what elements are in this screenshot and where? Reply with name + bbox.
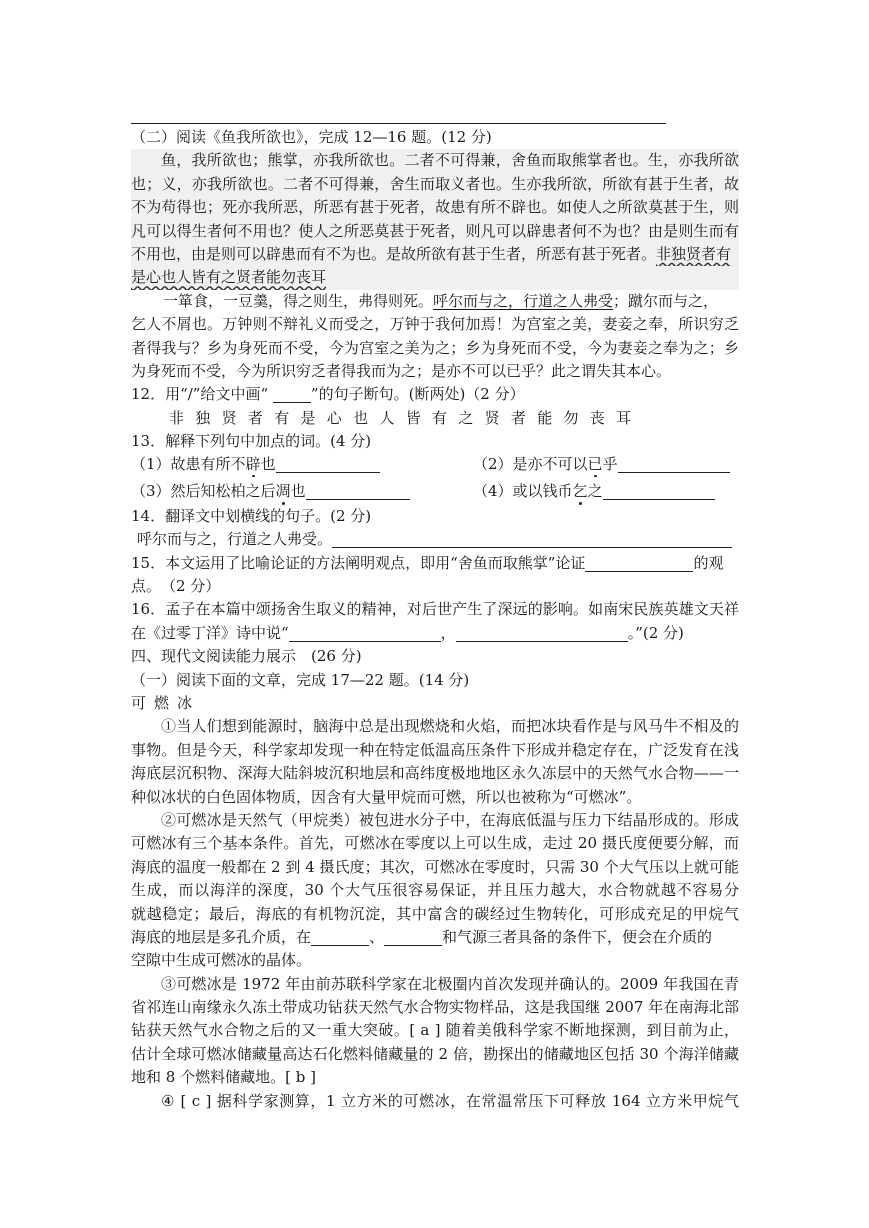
passage-line: 鱼，我所欲也；熊掌，亦我所欲也。二者不可得兼，舍鱼而取熊掌者也。生，亦我所欲	[161, 151, 739, 170]
wavy-underlined-sentence: 非独贤者有	[656, 244, 732, 263]
passage-text: 不用也，由是则可以辟患而有不为也。是故所欲有甚于生者，所恶有甚于死者。	[131, 244, 657, 263]
article-paragraph-1	[131, 715, 739, 809]
question-15: 15．本文运用了比喻论证的方法阐明观点，即用“舍鱼而取熊掌”论证 的观	[131, 553, 724, 572]
q13-item-4: （4）或以钱币乞之	[473, 477, 715, 505]
dotted-word: 乞	[572, 481, 588, 500]
passage-line	[131, 290, 739, 313]
q13-item-1: （1）故患有所不辟也	[131, 455, 380, 473]
article-paragraph-2	[131, 809, 739, 973]
article-line: 估计全球可燃冰储藏量高达石化燃料储藏量的 2 倍，勘探出的储藏地区包括 30 个海洋储藏	[131, 1044, 739, 1063]
sentence-to-translate: 呼尔而与之，行道之人弗受。	[137, 530, 333, 549]
article-line: 种似冰状的白色固体物质，因含有大量甲烷而可燃，所以也被称为“可燃冰”。	[131, 787, 642, 806]
passage-line: 者得我与？乡为身死而不受，今为宫室之美为之；乡为身死而不受，今为妻妾之奉为之；乡	[131, 338, 739, 357]
top-rule	[131, 123, 666, 124]
question-text: ”的句子断句。(断两处)（2 分）	[310, 385, 525, 404]
passage-paragraph-2	[131, 290, 739, 384]
document-body	[131, 126, 739, 1113]
section4-sub-header: （一）阅读下面的文章，完成 17—22 题。(14 分)	[131, 670, 470, 689]
passage-line: 也；义，亦我所欲也。二者不可得兼，舍生而取义者也。生亦我所欲，所欲有甚于生者，故	[131, 174, 739, 193]
wavy-underlined-sentence: 是心也人皆有之贤者能勿丧耳	[131, 268, 327, 287]
q13-item-2: （2）是亦不可以已乎	[473, 453, 730, 476]
passage-line: 乞人不屑也。万钟则不辩礼义而受之，万钟于我何加焉！为宫室之美，妻妾之奉，所识穷乏	[131, 315, 739, 334]
article-title: 可燃冰	[131, 693, 201, 712]
answer-blank[interactable]	[332, 531, 732, 548]
q13-item-3: （3）然后知松柏之后凋也	[131, 482, 410, 500]
sentence-to-punctuate: 非独贤者有是心也人皆有之贤者能勿丧耳	[169, 408, 643, 427]
passage-line	[131, 266, 331, 289]
question-12-sentence	[131, 407, 739, 430]
question-16: 16．孟子在本篇中颂扬舍生取义的精神，对后世产生了深远的影响。如南宋民族英雄文天祥	[131, 600, 739, 619]
answer-blank[interactable]	[311, 929, 369, 946]
section4-header: 四、现代文阅读能力展示 (26 分)	[131, 647, 362, 666]
article-line: 钻获天然气水合物之后的又一重大突破。[ a ] 随着美俄科学家不断地探测，到目前为止，	[131, 1021, 739, 1040]
article-line: 就越稳定；最后，海底的有机物沉淀，其中富含的碳经过生物转化，可形成充足的甲烷气	[131, 904, 739, 923]
answer-blank[interactable]	[384, 929, 442, 946]
answer-blank[interactable]	[289, 625, 441, 642]
answer-blank[interactable]	[603, 483, 715, 500]
answer-blank[interactable]	[585, 555, 693, 572]
question-12	[131, 383, 739, 406]
question-13-row-1	[131, 453, 739, 476]
article-line: 地和 8 个燃料储藏地。[ b ]	[131, 1068, 316, 1087]
question-text: 12．用“/”给文中画“	[131, 385, 273, 404]
article-line: ①当人们想到能源时，脑海中总是出现燃烧和火焰，而把冰块看作是与风马牛不相及的	[161, 717, 739, 736]
article-paragraph-4	[131, 1090, 739, 1113]
article-line: 省祁连山南缘永久冻土带成功钻获天然气水合物实物样品，这是我国继 2007 年在南海北部	[131, 998, 739, 1017]
question-16-cont: 在《过零丁洋》诗中说“ ， 。”(2 分)	[131, 623, 684, 642]
dotted-word: 辟	[245, 455, 261, 474]
passage-line: 不为苟得也；死亦我所恶，所恶有甚于死者，故患有所不辟也。如使人之所欲莫甚于生，则	[131, 198, 739, 217]
article-paragraph-3	[131, 973, 739, 1090]
passage-text: ；蹴尔而与之，	[613, 291, 719, 310]
question-13-row-2	[131, 477, 739, 505]
article-line: 空隙中生成可燃冰的晶体。	[131, 951, 312, 970]
dotted-word: 已	[587, 455, 603, 474]
underlined-sentence: 呼尔而与之，行道之人弗受	[433, 291, 614, 310]
dotted-word: 凋	[275, 481, 291, 500]
article-line: 海底的地层是多孔介质，在 、 和气源三者具备的条件下，便会在介质的	[131, 927, 713, 946]
article-line: ④ [ c ] 据科学家测算，1 立方米的可燃冰，在常温常压下可释放 164 立方米甲烷气	[161, 1091, 739, 1110]
question-14: 14．翻译文中划横线的句子。(2 分)	[131, 506, 372, 525]
passage-line	[131, 243, 739, 266]
article-line: 可燃冰有三个基本条件。首先，可燃冰在零度以上可以生成，走过 20 摄氏度便要分解，而	[131, 834, 739, 853]
article-line: 海底层沉积物、深海大陆斜坡沉积地层和高纬度极地地区永久冻层中的天然气水合物——一	[131, 764, 739, 783]
passage-paragraph-1	[131, 149, 739, 289]
section2-header: （二）阅读《鱼我所欲也》，完成 12—16 题。(12 分)	[131, 128, 492, 146]
passage-line: 为身死而不受，今为所识穷乏者得我而为之；是亦不可以已乎？此之谓失其本心。	[131, 361, 672, 380]
article-line: 生成，而以海洋的深度，30 个大气压很容易保证，并且压力越大，水合物就越不容易分	[131, 881, 739, 900]
article-line: 海底的温度一般都在 2 到 4 摄氏度；其次，可燃冰在零度时，只需 30 个大气压以上就可能	[131, 857, 739, 876]
answer-blank[interactable]	[276, 456, 380, 473]
question-15-cont: 点。 （2 分）	[131, 577, 221, 596]
question-14-sentence	[131, 528, 739, 551]
answer-blank[interactable]	[456, 625, 628, 642]
article-line: ②可燃冰是天然气（甲烷类）被包进水分子中，在海底低温与压力下结晶形成的。形成	[161, 810, 739, 829]
article-line: 事物。但是今天，科学家却发现一种在特定低温高压条件下形成并稳定存在，广泛发育在浅	[131, 740, 739, 759]
passage-line: 凡可以得生者何不用也？使人之所恶莫甚于死者，则凡可以辟患者何不为也？由是则生而有	[131, 221, 739, 240]
answer-blank[interactable]	[618, 456, 730, 473]
article-line: ③可燃冰是 1972 年由前苏联科学家在北极圈内首次发现并确认的。2009 年我国在青	[161, 974, 739, 993]
passage-text: 一箪食，一豆羹，得之则生，弗得则死。	[163, 291, 434, 310]
answer-blank[interactable]	[306, 483, 410, 500]
question-13: 13．解释下列句中加点的词。(4 分)	[131, 432, 372, 451]
sample-underline-mark	[273, 386, 311, 403]
